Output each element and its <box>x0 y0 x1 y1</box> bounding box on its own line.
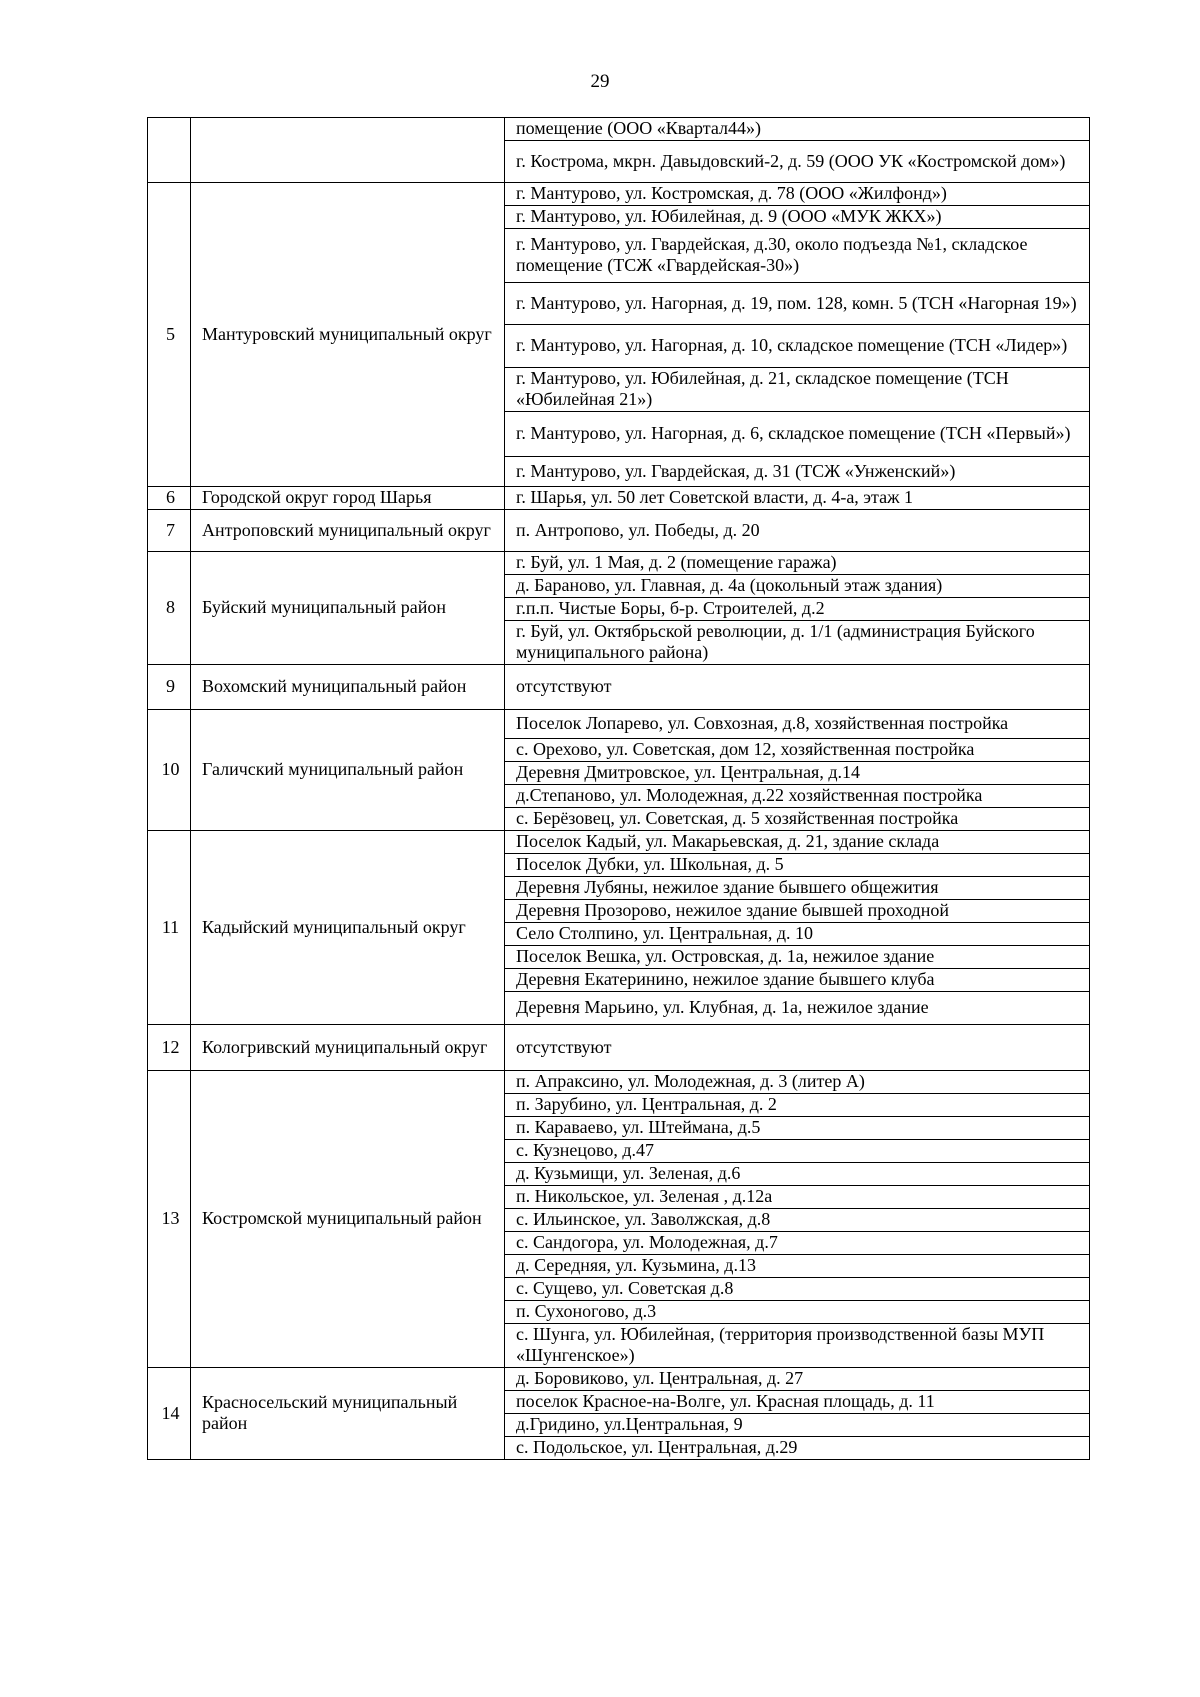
collection-points-table <box>147 117 1090 1460</box>
table-row <box>148 665 1090 710</box>
address-cell: с. Ильинское, ул. Заволжская, д.8 <box>505 1209 1090 1232</box>
address-cell: г. Мантурово, ул. Гвардейская, д.30, около подъезда №1, складское помещение (ТСЖ «Гвардейская-30») <box>505 229 1090 283</box>
address-cell: г. Буй, ул. 1 Мая, д. 2 (помещение гаража) <box>505 552 1090 575</box>
address-cell: г. Мантурово, ул. Костромская, д. 78 (ООО «Жилфонд») <box>505 183 1090 206</box>
address-cell: д. Середняя, ул. Кузьмина, д.13 <box>505 1255 1090 1278</box>
table-row <box>148 1368 1090 1391</box>
address-cell: д. Боровиково, ул. Центральная, д. 27 <box>505 1368 1090 1391</box>
row-number: 8 <box>148 552 191 665</box>
table-row <box>148 831 1090 854</box>
municipality-name: Вохомский муниципальный район <box>191 665 505 710</box>
address-cell: помещение (ООО «Квартал44») <box>505 118 1090 141</box>
municipality-name: Буйский муниципальный район <box>191 552 505 665</box>
address-cell: п. Антропово, ул. Победы, д. 20 <box>505 510 1090 552</box>
municipality-name: Костромской муниципальный район <box>191 1071 505 1368</box>
row-number: 12 <box>148 1025 191 1071</box>
address-cell: Деревня Прозорово, нежилое здание бывшей проходной <box>505 900 1090 923</box>
row-number: 7 <box>148 510 191 552</box>
table-row <box>148 183 1090 206</box>
address-cell: Деревня Дмитровское, ул. Центральная, д.14 <box>505 762 1090 785</box>
address-cell: с. Подольское, ул. Центральная, д.29 <box>505 1437 1090 1460</box>
table-row <box>148 1071 1090 1094</box>
address-cell: Поселок Дубки, ул. Школьная, д. 5 <box>505 854 1090 877</box>
address-cell: отсутствуют <box>505 665 1090 710</box>
address-cell: с. Сущево, ул. Советская д.8 <box>505 1278 1090 1301</box>
row-number: 13 <box>148 1071 191 1368</box>
table-row <box>148 1025 1090 1071</box>
address-cell: поселок Красное-на-Волге, ул. Красная площадь, д. 11 <box>505 1391 1090 1414</box>
address-cell: п. Апраксино, ул. Молодежная, д. 3 (литер А) <box>505 1071 1090 1094</box>
page-number: 29 <box>590 71 610 92</box>
row-number: 14 <box>148 1368 191 1460</box>
address-cell: Поселок Лопарево, ул. Совхозная, д.8, хозяйственная постройка <box>505 710 1090 739</box>
address-cell: д.Степаново, ул. Молодежная, д.22 хозяйственная постройка <box>505 785 1090 808</box>
address-cell: Поселок Кадый, ул. Макарьевская, д. 21, здание склада <box>505 831 1090 854</box>
address-cell: г. Мантурово, ул. Юбилейная, д. 9 (ООО «МУК ЖКХ») <box>505 206 1090 229</box>
table-row <box>148 710 1090 739</box>
address-cell: Село Столпино, ул. Центральная, д. 10 <box>505 923 1090 946</box>
address-cell: Деревня Екатеринино, нежилое здание бывшего клуба <box>505 969 1090 992</box>
municipality-name <box>191 118 505 183</box>
address-cell: п. Никольское, ул. Зеленая , д.12а <box>505 1186 1090 1209</box>
row-number: 9 <box>148 665 191 710</box>
municipality-name: Галичский муниципальный район <box>191 710 505 831</box>
row-number: 11 <box>148 831 191 1025</box>
address-cell: г. Буй, ул. Октябрьской революции, д. 1/1 (администрация Буйского муниципального района) <box>505 621 1090 665</box>
address-cell: г. Мантурово, ул. Нагорная, д. 19, пом. 128, комн. 5 (ТСН «Нагорная 19») <box>505 283 1090 325</box>
address-cell: п. Сухоногово, д.3 <box>505 1301 1090 1324</box>
row-number: 10 <box>148 710 191 831</box>
address-cell: с. Берёзовец, ул. Советская, д. 5 хозяйственная постройка <box>505 808 1090 831</box>
address-cell: п. Караваево, ул. Штеймана, д.5 <box>505 1117 1090 1140</box>
address-cell: Деревня Марьино, ул. Клубная, д. 1а, нежилое здание <box>505 992 1090 1025</box>
address-cell: с. Сандогора, ул. Молодежная, д.7 <box>505 1232 1090 1255</box>
table-row <box>148 487 1090 510</box>
municipality-name: Красносельский муниципальный район <box>191 1368 505 1460</box>
address-cell: д. Кузьмищи, ул. Зеленая, д.6 <box>505 1163 1090 1186</box>
address-cell: д.Гридино, ул.Центральная, 9 <box>505 1414 1090 1437</box>
address-cell: Поселок Вешка, ул. Островская, д. 1а, нежилое здание <box>505 946 1090 969</box>
address-cell: г. Мантурово, ул. Нагорная, д. 6, складское помещение (ТСН «Первый») <box>505 412 1090 457</box>
address-cell: с. Орехово, ул. Советская, дом 12, хозяйственная постройка <box>505 739 1090 762</box>
address-cell: п. Зарубино, ул. Центральная, д. 2 <box>505 1094 1090 1117</box>
municipality-name: Антроповский муниципальный округ <box>191 510 505 552</box>
table-row <box>148 118 1090 141</box>
address-cell: г. Мантурово, ул. Юбилейная, д. 21, складское помещение (ТСН «Юбилейная 21») <box>505 368 1090 412</box>
address-cell: г. Кострома, мкрн. Давыдовский-2, д. 59 (ООО УК «Костромской дом») <box>505 141 1090 183</box>
address-cell: отсутствуют <box>505 1025 1090 1071</box>
address-cell: с. Шунга, ул. Юбилейная, (территория производственной базы МУП «Шунгенское») <box>505 1324 1090 1368</box>
table-body <box>148 118 1090 1460</box>
row-number: 6 <box>148 487 191 510</box>
municipality-name: Мантуровский муниципальный округ <box>191 183 505 487</box>
row-number <box>148 118 191 183</box>
address-cell: г.п.п. Чистые Боры, б-р. Строителей, д.2 <box>505 598 1090 621</box>
address-cell: г. Шарья, ул. 50 лет Советской власти, д. 4-а, этаж 1 <box>505 487 1090 510</box>
address-cell: г. Мантурово, ул. Нагорная, д. 10, складское помещение (ТСН «Лидер») <box>505 325 1090 368</box>
municipality-name: Кадыйский муниципальный округ <box>191 831 505 1025</box>
address-cell: г. Мантурово, ул. Гвардейская, д. 31 (ТСЖ «Унженский») <box>505 457 1090 487</box>
address-cell: Деревня Лубяны, нежилое здание бывшего общежития <box>505 877 1090 900</box>
row-number: 5 <box>148 183 191 487</box>
municipality-name: Городской округ город Шарья <box>191 487 505 510</box>
table-row <box>148 510 1090 552</box>
municipality-name: Кологривский муниципальный округ <box>191 1025 505 1071</box>
table-row <box>148 552 1090 575</box>
address-cell: с. Кузнецово, д.47 <box>505 1140 1090 1163</box>
address-cell: д. Бараново, ул. Главная, д. 4а (цокольный этаж здания) <box>505 575 1090 598</box>
